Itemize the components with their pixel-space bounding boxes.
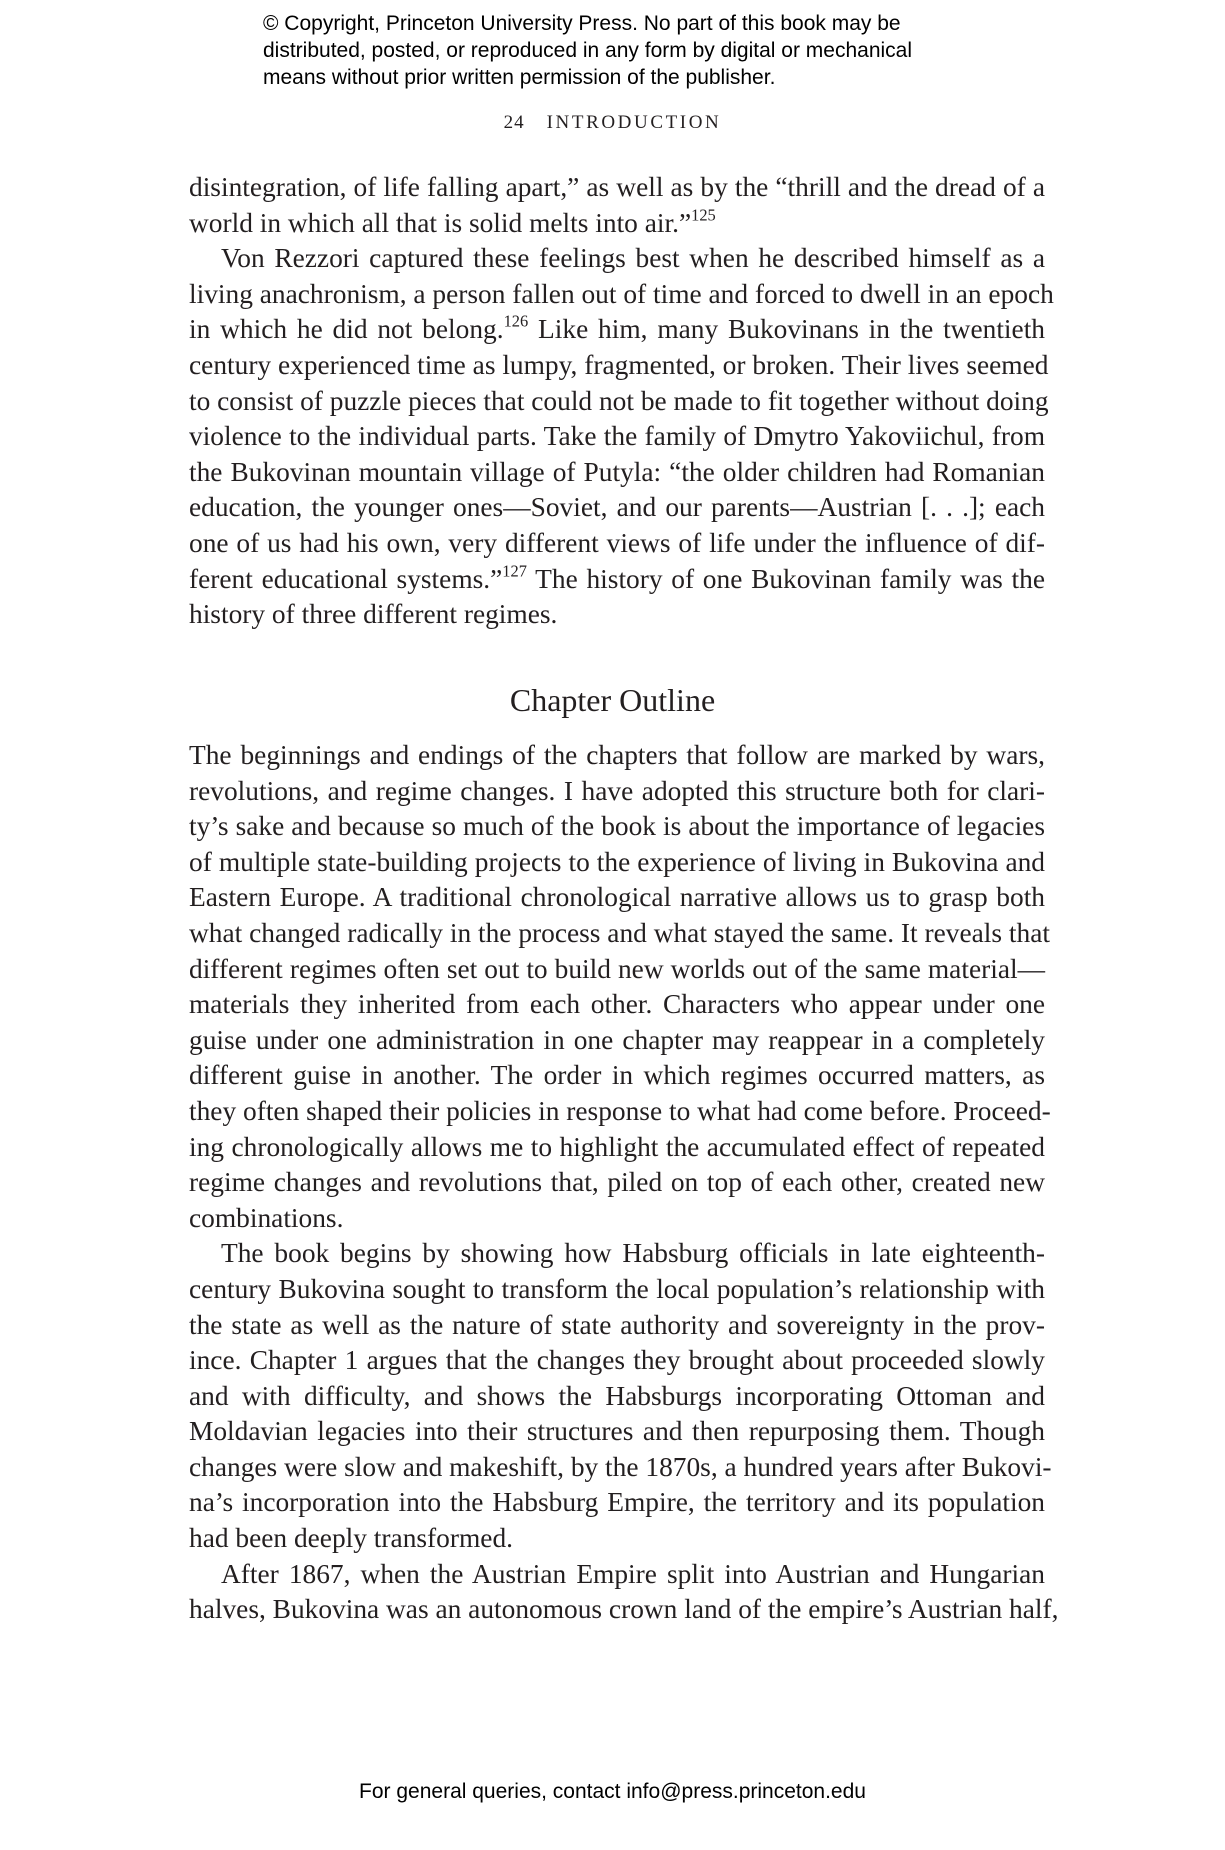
line-text: of multiple state-building projects to the experience of living in Bukovina and (189, 846, 1045, 877)
line-text: combinations. (189, 1202, 344, 1233)
body-text-top (189, 170, 1054, 633)
line-text: history of three different regimes. (189, 599, 558, 630)
line-text: what changed radically in the process and what stayed the same. It reveals that (189, 917, 1050, 948)
text-line (189, 1094, 1051, 1130)
text-line (189, 845, 1045, 881)
line-text: materials they inherited from each other. Characters who appear under one (189, 989, 1045, 1020)
line-text: world in which all that is solid melts into air.” (189, 207, 692, 238)
line-text: na’s incorporation into the Habsburg Empire, the territory and its population (189, 1487, 1045, 1518)
line-text: to consist of puzzle pieces that could not be made to fit together without doing (189, 385, 1049, 416)
text-line (189, 1201, 1045, 1237)
line-text: century experienced time as lumpy, fragmented, or broken. Their lives seemed (189, 349, 1049, 380)
line-text: the state as well as the nature of state authority and sovereignty in the prov- (189, 1309, 1045, 1340)
line-text: different guise in another. The order in which regimes occurred matters, as (189, 1060, 1045, 1091)
line-text: Eastern Europe. A traditional chronological narrative allows us to grasp both (189, 882, 1045, 913)
text-line (189, 1058, 1045, 1094)
text-line (189, 1557, 1045, 1593)
copyright-notice (263, 10, 1023, 91)
line-text-continued: The history of one Bukovinan family was the (526, 563, 1045, 594)
text-line (189, 1414, 1045, 1450)
line-text: different regimes often set out to build new worlds out of the same material— (189, 953, 1045, 984)
text-line (189, 1272, 1045, 1308)
text-line (189, 562, 1045, 598)
line-text: and with difficulty, and shows the Habsburgs incorporating Ottoman and (189, 1380, 1045, 1411)
line-text: disintegration, of life falling apart,” as well as by the “thrill and the dread of a (189, 172, 1045, 202)
text-line (189, 597, 1045, 633)
footnote-marker: 126 (503, 311, 529, 331)
text-line (189, 809, 1045, 845)
footnote-marker: 127 (502, 561, 527, 581)
line-text: After 1867, when the Austrian Empire split into Austrian and Hungarian (221, 1558, 1045, 1589)
text-line (189, 1165, 1045, 1201)
text-line (189, 312, 1045, 348)
footnote-marker: 125 (691, 205, 716, 225)
text-line (189, 206, 1045, 242)
text-line (189, 1236, 1045, 1272)
text-line (189, 880, 1045, 916)
text-line (189, 490, 1045, 526)
line-text: the Bukovinan mountain village of Putyla: “the older children had Romanian (189, 456, 1045, 487)
line-text: guise under one administration in one chapter may reappear in a completely (189, 1024, 1045, 1055)
copyright-line: distributed, posted, or reproduced in any form by digital or mechanical (263, 39, 913, 62)
chapter-outline-heading: Chapter Outline (509, 682, 716, 718)
line-text: ing chronologically allows me to highlight the accumulated effect of repeated (189, 1131, 1045, 1162)
running-head (0, 112, 1225, 134)
text-line (189, 348, 1049, 384)
text-line (189, 241, 1045, 277)
text-line (189, 419, 1045, 455)
line-text: ince. Chapter 1 argues that the changes they brought about proceeded slowly (189, 1345, 1045, 1376)
line-text: regime changes and revolutions that, piled on top of each other, created new (189, 1167, 1045, 1198)
section-title: INTRODUCTION (546, 112, 722, 133)
body-text-bottom (189, 738, 1059, 1628)
page-number: 24 (503, 112, 525, 133)
text-line (189, 1592, 1059, 1628)
line-text: The book begins by showing how Habsburg officials in late eighteenth- (221, 1238, 1045, 1269)
text-line (189, 1450, 1052, 1486)
text-line (189, 738, 1045, 774)
line-text: violence to the individual parts. Take the family of Dmytro Yakoviichul, from (189, 421, 1045, 452)
text-line (189, 1130, 1045, 1166)
text-line (189, 277, 1054, 313)
text-line (189, 1521, 1045, 1557)
line-text: century Bukovina sought to transform the local population’s relationship with (189, 1273, 1045, 1304)
line-text: ferent educational systems.” (189, 563, 503, 594)
line-text: in which he did not belong. (189, 314, 504, 345)
copyright-line: means without prior written permission of the publisher. (263, 66, 776, 89)
line-text: halves, Bukovina was an autonomous crown land of the empire’s Austrian half, (189, 1594, 1059, 1625)
line-text: Moldavian legacies into their structures and then repurposing them. Though (189, 1416, 1045, 1447)
text-line (189, 1308, 1045, 1344)
footer-contact: For general queries, contact info@press.princeton.edu (359, 1780, 866, 1803)
line-text: changes were slow and makeshift, by the 1870s, a hundred years after Bukovi- (189, 1451, 1052, 1482)
text-line (189, 455, 1045, 491)
text-line (189, 526, 1045, 562)
line-text: Von Rezzori captured these feelings best when he described himself as a (221, 243, 1045, 274)
line-text: had been deeply transformed. (189, 1523, 513, 1554)
text-line (189, 916, 1050, 952)
text-line (189, 170, 1045, 206)
copyright-line: © Copyright, Princeton University Press. No part of this book may be (263, 12, 901, 35)
text-line (189, 774, 1045, 810)
text-line (189, 1343, 1045, 1379)
text-line (189, 987, 1045, 1023)
text-line (189, 1023, 1045, 1059)
line-text: they often shaped their policies in response to what had come before. Proceed- (189, 1095, 1051, 1126)
line-text: living anachronism, a person fallen out of time and forced to dwell in an epoch (189, 278, 1054, 309)
text-line (189, 1485, 1045, 1521)
line-text: revolutions, and regime changes. I have adopted this structure both for clari- (189, 775, 1045, 806)
line-text: one of us had his own, very different views of life under the influence of dif- (189, 527, 1045, 558)
text-line (189, 1379, 1045, 1415)
line-text: The beginnings and endings of the chapters that follow are marked by wars, (189, 740, 1045, 770)
text-line (189, 952, 1045, 988)
line-text-continued: Like him, many Bukovinans in the twentieth (528, 314, 1045, 345)
line-text: education, the younger ones—Soviet, and our parents—Austrian [. . .]; each (189, 492, 1045, 523)
text-line (189, 384, 1049, 420)
line-text: ty’s sake and because so much of the book is about the importance of legacies (189, 811, 1045, 842)
